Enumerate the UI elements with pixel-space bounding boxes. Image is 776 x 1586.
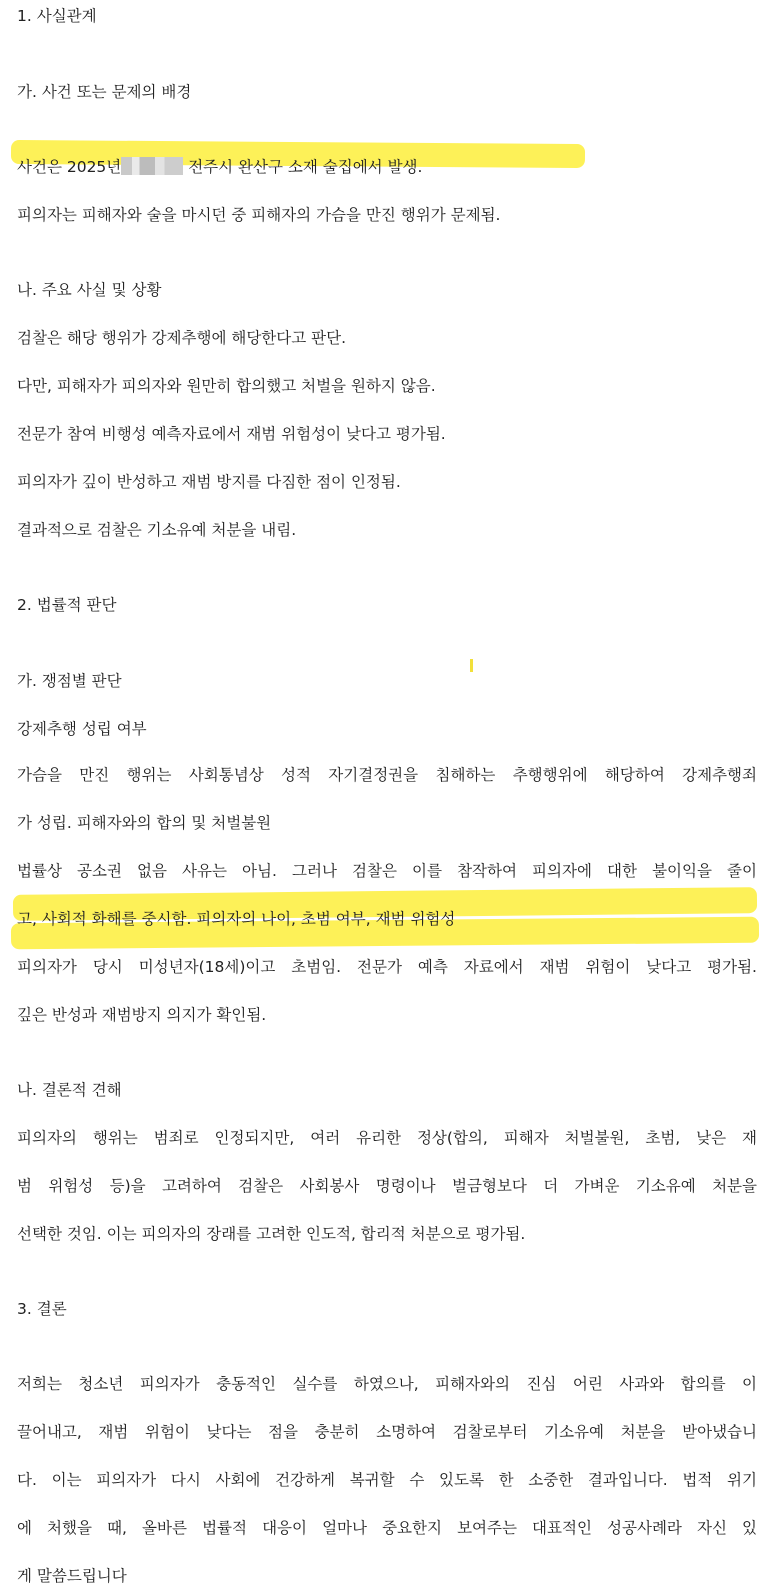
paragraph-line: 선택한 것임. 이는 피의자의 장래를 고려한 인도적, 합리적 처분으로 평가됨. bbox=[17, 1225, 526, 1243]
redacted-block bbox=[121, 157, 183, 175]
section-1-title: 1. 사실관계 bbox=[17, 7, 97, 25]
paragraph-line: 깊은 반성과 재범방지 의지가 확인됨. bbox=[17, 1006, 267, 1024]
paragraph-line: 검찰은 해당 행위가 강제추행에 해당한다고 판단. bbox=[17, 329, 347, 347]
section-2a-title: 가. 쟁점별 판단 bbox=[17, 672, 122, 690]
paragraph-line: 에 처했을 때, 올바른 법률적 대응이 얼마나 중요한지 보여주는 대표적인 성공사례라 자신 있 bbox=[17, 1519, 757, 1537]
paragraph-line bbox=[17, 157, 762, 177]
section-2-title: 2. 법률적 판단 bbox=[17, 596, 117, 614]
paragraph-line: 범 위험성 등)을 고려하여 검찰은 사회봉사 명령이나 벌금형보다 더 가벼운 기소유예 처분을 bbox=[17, 1177, 757, 1195]
paragraph-line: 전문가 참여 비행성 예측자료에서 재범 위험성이 낮다고 평가됨. bbox=[17, 425, 446, 443]
document-body bbox=[17, 0, 762, 1585]
paragraph-line: 가슴을 만진 행위는 사회통념상 성적 자기결정권을 침해하는 추행행위에 해당하여 강제추행죄 bbox=[17, 766, 757, 784]
paragraph-line: 피의자가 깊이 반성하고 재범 방지를 다짐한 점이 인정됨. bbox=[17, 473, 401, 491]
paragraph-line: 결과적으로 검찰은 기소유예 처분을 내림. bbox=[17, 521, 297, 539]
event-date-text: 사건은 2025년 bbox=[17, 158, 122, 176]
section-1a-title: 가. 사건 또는 문제의 배경 bbox=[17, 83, 192, 101]
section-2b-title: 나. 결론적 견해 bbox=[17, 1081, 122, 1099]
event-location-text: 전주시 완산구 소재 술집에서 발생. bbox=[183, 158, 423, 176]
paragraph-line: 저희는 청소년 피의자가 충동적인 실수를 하였으나, 피해자와의 진심 어린 사과와 합의를 이 bbox=[17, 1375, 757, 1393]
paragraph-line: 고, 사회적 화해를 중시함. 피의자의 나이, 초범 여부, 재범 위험성 bbox=[17, 910, 456, 928]
section-1b-title: 나. 주요 사실 및 상황 bbox=[17, 281, 162, 299]
paragraph-line: 가 성립. 피해자와의 합의 및 처벌불원 bbox=[17, 814, 272, 832]
paragraph-line: 법률상 공소권 없음 사유는 아님. 그러나 검찰은 이를 참작하여 피의자에 대한 불이익을 줄이 bbox=[17, 862, 757, 880]
paragraph-line: 게 말씀드립니다 bbox=[17, 1567, 127, 1585]
paragraph-line: 강제추행 성립 여부 bbox=[17, 720, 147, 738]
paragraph-line: 피의자의 행위는 범죄로 인정되지만, 여러 유리한 정상(합의, 피해자 처벌불원, 초범, 낮은 재 bbox=[17, 1129, 757, 1147]
paragraph-line: 피의자가 당시 미성년자(18세)이고 초범임. 전문가 예측 자료에서 재범 위험이 낮다고 평가됨. bbox=[17, 958, 757, 976]
paragraph-line: 끌어내고, 재범 위험이 낮다는 점을 충분히 소명하여 검찰로부터 기소유예 처분을 받아냈습니 bbox=[17, 1423, 757, 1441]
section-3-title: 3. 결론 bbox=[17, 1300, 67, 1318]
paragraph-line: 다. 이는 피의자가 다시 사회에 건강하게 복귀할 수 있도록 한 소중한 결과입니다. 법적 위기 bbox=[17, 1471, 757, 1489]
paragraph-line: 다만, 피해자가 피의자와 원만히 합의했고 처벌을 원하지 않음. bbox=[17, 377, 436, 395]
paragraph-line: 피의자는 피해자와 술을 마시던 중 피해자의 가슴을 만진 행위가 문제됨. bbox=[17, 206, 501, 224]
